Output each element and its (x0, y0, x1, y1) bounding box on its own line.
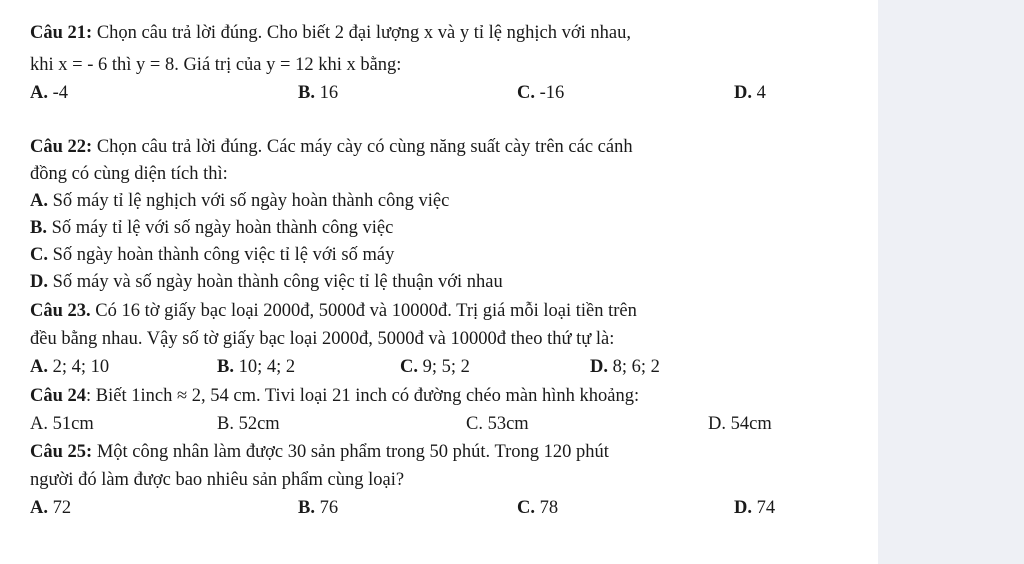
q23-option-b (217, 356, 295, 378)
q25-option-d (734, 497, 775, 519)
q21-option-c-text: -16 (535, 83, 565, 103)
q25-line-1 (30, 441, 609, 463)
q21-option-a-label: A. (30, 83, 48, 103)
q24-label: Câu 24 (30, 386, 87, 406)
q21-option-b-label: B. (298, 83, 315, 103)
q24-option-c-label: C. (466, 414, 483, 434)
q25-option-c-text: 78 (535, 498, 559, 518)
q23-option-d (590, 356, 660, 378)
q24-option-a-label: A. (30, 414, 48, 434)
q24-option-d-label: D. (708, 414, 726, 434)
q23-option-d-label: D. (590, 357, 608, 377)
q23-option-c-label: C. (400, 357, 418, 377)
q22-option-c (30, 244, 394, 266)
q24-option-c-text: 53cm (482, 414, 529, 434)
q23-text-1: Có 16 tờ giấy bạc loại 2000đ, 5000đ và 10000đ. Trị giá mỗi loại tiền trên (90, 301, 637, 321)
q23-line-2 (30, 328, 614, 350)
q23-option-c-text: 9; 5; 2 (418, 357, 470, 377)
q21-option-a-text: -4 (48, 83, 69, 103)
q24-option-a (30, 413, 94, 435)
q22-text-2: đồng có cùng diện tích thì: (30, 164, 228, 184)
q23-label: Câu 23. (30, 301, 91, 321)
q22-option-d-text: Số máy và số ngày hoàn thành công việc tỉ lệ thuận với nhau (48, 272, 503, 292)
q21-option-a (30, 82, 68, 104)
q25-option-a-label: A. (30, 498, 48, 518)
q25-text-1: Một công nhân làm được 30 sản phẩm trong 50 phút. Trong 120 phút (92, 442, 609, 462)
q25-label: Câu 25: (30, 442, 93, 462)
q24-text-1: : Biết 1inch ≈ 2, 54 cm. Tivi loại 21 inch có đường chéo màn hình khoảng: (86, 386, 640, 406)
q24-option-b-label: B. (217, 414, 234, 434)
q21-option-c (517, 82, 564, 104)
q22-option-d (30, 271, 503, 293)
q22-option-c-label: C. (30, 245, 48, 265)
q23-line-1 (30, 300, 637, 322)
q25-option-c (517, 497, 558, 519)
q22-option-b (30, 217, 393, 239)
q22-line-1 (30, 136, 633, 158)
q22-option-a-label: A. (30, 191, 48, 211)
q25-option-b-text: 76 (314, 498, 339, 518)
q21-label: Câu 21: (30, 23, 93, 43)
q25-option-a-text: 72 (48, 498, 72, 518)
q24-option-d (708, 413, 772, 435)
side-panel (878, 0, 1024, 564)
q25-option-d-label: D. (734, 498, 752, 518)
q23-option-a (30, 356, 109, 378)
q25-line-2 (30, 469, 404, 491)
q24-option-c (466, 413, 529, 435)
q23-option-c (400, 356, 470, 378)
q24-option-a-text: 51cm (48, 414, 94, 434)
q21-option-d (734, 82, 766, 104)
q21-line-2 (30, 54, 401, 76)
q21-text-2: khi x = - 6 thì y = 8. Giá trị của y = 12 khi x bằng: (30, 55, 402, 75)
q24-option-b-text: 52cm (233, 414, 280, 434)
q21-line-1 (30, 22, 631, 44)
q22-option-b-label: B. (30, 218, 47, 238)
q25-option-b-label: B. (298, 498, 315, 518)
q24-line-1 (30, 385, 639, 407)
q23-option-a-text: 2; 4; 10 (48, 357, 110, 377)
q25-option-a (30, 497, 71, 519)
q25-option-d-text: 74 (752, 498, 776, 518)
q23-option-a-label: A. (30, 357, 48, 377)
q21-option-b (298, 82, 338, 104)
q24-option-b (217, 413, 280, 435)
q22-label: Câu 22: (30, 137, 93, 157)
q22-text-1: Chọn câu trả lời đúng. Các máy cày có cùng năng suất cày trên các cánh (92, 137, 633, 157)
q21-option-b-text: 16 (314, 83, 339, 103)
q23-option-d-text: 8; 6; 2 (608, 357, 660, 377)
q23-text-2: đều bằng nhau. Vậy số tờ giấy bạc loại 2000đ, 5000đ và 10000đ theo thứ tự là: (30, 329, 615, 349)
q22-option-d-label: D. (30, 272, 48, 292)
q21-option-c-label: C. (517, 83, 535, 103)
q22-option-a-text: Số máy tỉ lệ nghịch với số ngày hoàn thành công việc (48, 191, 450, 211)
q22-option-b-text: Số máy tỉ lệ với số ngày hoàn thành công việc (46, 218, 394, 238)
q22-option-c-text: Số ngày hoàn thành công việc tỉ lệ với số máy (48, 245, 395, 265)
q22-line-2 (30, 163, 228, 185)
q21-text-1: Chọn câu trả lời đúng. Cho biết 2 đại lượng x và y tỉ lệ nghịch với nhau, (92, 23, 631, 43)
q21-option-d-text: 4 (752, 83, 766, 103)
q23-option-b-label: B. (217, 357, 234, 377)
q24-option-d-text: 54cm (726, 414, 772, 434)
q25-option-c-label: C. (517, 498, 535, 518)
q21-option-d-label: D. (734, 83, 752, 103)
q25-option-b (298, 497, 338, 519)
q23-option-b-text: 10; 4; 2 (233, 357, 296, 377)
q22-option-a (30, 190, 449, 212)
q25-text-2: người đó làm được bao nhiêu sản phẩm cùng loại? (30, 470, 405, 490)
